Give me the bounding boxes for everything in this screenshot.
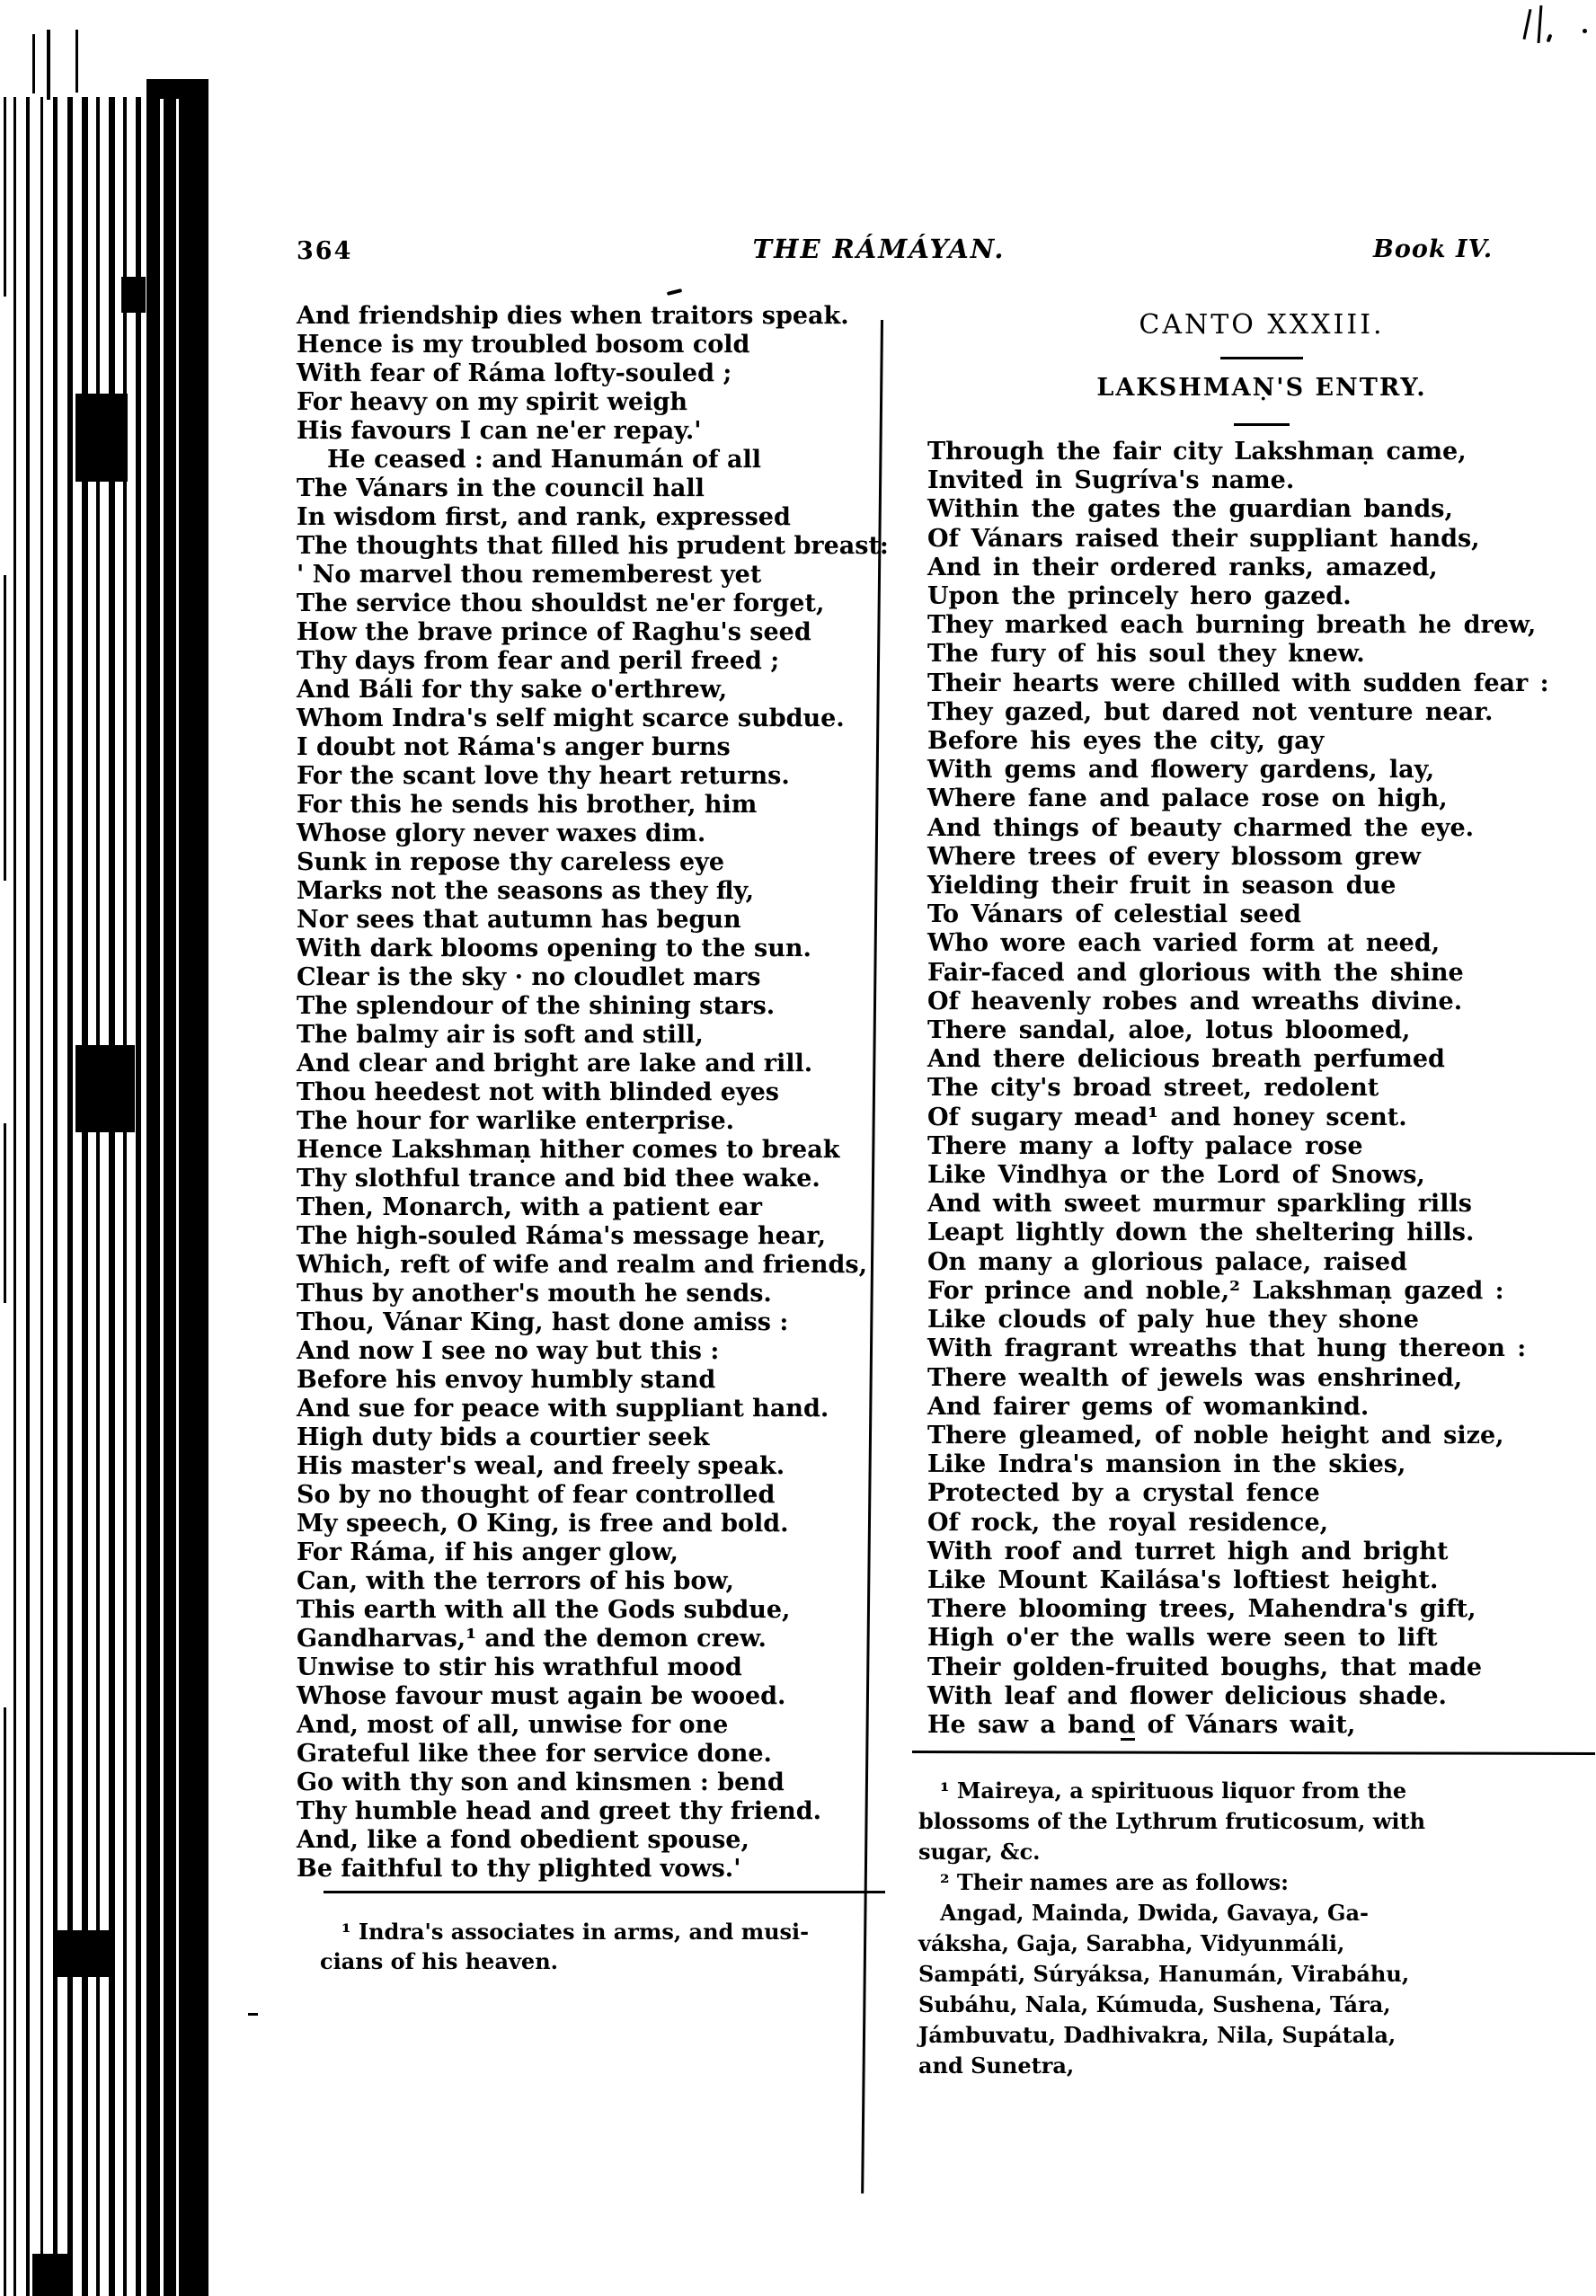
poem-line: The balmy air is soft and still, bbox=[297, 1021, 704, 1049]
poem-line: Whom Indra's self might scarce subdue. bbox=[297, 705, 845, 732]
left-poem bbox=[297, 302, 894, 1884]
poem-line: And with sweet murmur sparkling rills bbox=[927, 1190, 1472, 1219]
poem-line: The service thou shouldst ne'er forget, bbox=[297, 590, 825, 617]
poem-line: His favours I can ne'er repay.' bbox=[297, 417, 702, 445]
poem-line: And clear and bright are lake and rill. bbox=[297, 1050, 813, 1077]
poem-line: And in their ordered ranks, amazed, bbox=[927, 553, 1438, 581]
right-footnote bbox=[918, 1776, 1596, 2081]
page-number: 364 bbox=[297, 237, 353, 265]
poem-line: Can, with the terrors of his bow, bbox=[297, 1567, 734, 1595]
poem-line: Thy humble head and greet thy friend. bbox=[297, 1797, 822, 1825]
poem-line: How the brave prince of Raghu's seed bbox=[297, 618, 811, 646]
scan-speck bbox=[1522, 9, 1531, 40]
poem-line: I doubt not Ráma's anger burns bbox=[297, 733, 731, 761]
poem-line: Of sugary mead¹ and honey scent. bbox=[927, 1103, 1407, 1131]
poem-line: Like Vindhya or the Lord of Snows, bbox=[927, 1161, 1425, 1190]
left-footnote bbox=[297, 1917, 894, 1976]
poem-line: With leaf and flower delicious shade. bbox=[927, 1681, 1447, 1710]
footnote-line: Angad, Mainda, Dwida, Gavaya, Ga- bbox=[940, 1900, 1370, 1927]
poem-line: Thy slothful trance and bid thee wake. bbox=[297, 1165, 820, 1192]
poem-line: For heavy on my spirit weigh bbox=[297, 388, 687, 416]
poem-line: Which, reft of wife and realm and friends, bbox=[297, 1251, 868, 1279]
poem-line: The fury of his soul they knew. bbox=[927, 640, 1365, 669]
poem-line: His master's weal, and freely speak. bbox=[297, 1452, 785, 1480]
poem-line: Nor sees that autumn has begun bbox=[297, 906, 741, 934]
poem-line: Before his envoy humbly stand bbox=[297, 1366, 716, 1394]
scan-speck bbox=[1583, 29, 1587, 33]
footnote-line: cians of his heaven. bbox=[320, 1948, 559, 1974]
poem-line: There blooming trees, Mahendra's gift, bbox=[927, 1595, 1476, 1624]
poem-line: Like Indra's mansion in the skies, bbox=[927, 1450, 1406, 1479]
canto-subheading-rule bbox=[1234, 423, 1290, 426]
poem-line: Who wore each varied form at need, bbox=[927, 929, 1441, 958]
poem-line: Their golden-fruited boughs, that made bbox=[927, 1653, 1483, 1681]
poem-line: Of Vánars raised their suppliant hands, bbox=[927, 524, 1480, 553]
poem-line: Fair-faced and glorious with the shine bbox=[927, 958, 1464, 987]
poem-line: Unwise to stir his wrathful mood bbox=[297, 1653, 742, 1681]
poem-line: And, like a fond obedient spouse, bbox=[297, 1826, 749, 1854]
scan-speck bbox=[667, 288, 682, 296]
poem-line: With fear of Ráma lofty-souled ; bbox=[297, 359, 732, 387]
poem-line: Thou, Vánar King, hast done amiss : bbox=[297, 1308, 789, 1336]
poem-line: And now I see no way but this : bbox=[297, 1337, 720, 1365]
gutter-blot bbox=[75, 1045, 135, 1132]
gutter-gap bbox=[0, 1303, 12, 1707]
poem-line: My speech, O King, is free and bold. bbox=[297, 1510, 789, 1538]
left-footnote-rule bbox=[324, 1891, 885, 1893]
scan-gutter-artifact bbox=[0, 0, 208, 2296]
poem-line: Thy days from fear and peril freed ; bbox=[297, 647, 780, 675]
poem-line: They marked each burning breath he drew, bbox=[927, 611, 1537, 640]
poem-line: The hour for warlike enterprise. bbox=[297, 1107, 735, 1135]
poem-line: In wisdom first, and rank, expressed bbox=[297, 503, 791, 531]
poem-line: The city's broad street, redolent bbox=[927, 1074, 1379, 1103]
poem-line: And friendship dies when traitors speak. bbox=[297, 302, 849, 330]
gutter-blot bbox=[56, 1930, 110, 1977]
poem-line: Through the fair city Lakshmaṇ came, bbox=[927, 438, 1467, 465]
footnote-line: sugar, &c. bbox=[918, 1839, 1041, 1866]
poem-line: Clear is the sky · no cloudlet mars bbox=[297, 963, 761, 991]
poem-line: Sunk in repose thy careless eye bbox=[297, 848, 725, 876]
scan-speck bbox=[248, 2013, 258, 2016]
right-column bbox=[918, 309, 1596, 2081]
gutter-blot bbox=[121, 277, 146, 313]
poem-line: Before his eyes the city, gay bbox=[927, 727, 1325, 756]
poem-line: There gleamed, of noble height and size, bbox=[927, 1421, 1504, 1449]
gutter-line bbox=[32, 34, 35, 93]
poem-line: Invited in Sugríva's name. bbox=[927, 466, 1295, 495]
poem-line: And fairer gems of womankind. bbox=[927, 1392, 1370, 1421]
poem-line: And Báli for thy sake o'erthrew, bbox=[297, 676, 728, 704]
poem-line: Where trees of every blossom grew bbox=[927, 842, 1422, 871]
poem-line: Then, Monarch, with a patient ear bbox=[297, 1193, 763, 1221]
poem-line: ' No marvel thou rememberest yet bbox=[297, 561, 762, 589]
footnote-line: Sampáti, Súryáksa, Hanumán, Virabáhu, bbox=[918, 1961, 1410, 1988]
footnote-line: váksha, Gaja, Sarabha, Vidyunmáli, bbox=[918, 1930, 1345, 1957]
poem-line: Hence Lakshmaṇ hither comes to break bbox=[297, 1136, 840, 1164]
poem-line: For this he sends his brother, him bbox=[297, 791, 758, 819]
poem-line: Hence is my troubled bosom cold bbox=[297, 331, 750, 359]
poem-line: High duty bids a courtier seek bbox=[297, 1423, 710, 1451]
scan-speck bbox=[1538, 5, 1543, 43]
poem-line: Their hearts were chilled with sudden fear : bbox=[927, 669, 1549, 697]
poem-line: For prince and noble,² Lakshmaṇ gazed : bbox=[927, 1276, 1504, 1305]
gutter-blot bbox=[32, 2254, 70, 2296]
running-head-title: THE RÁMÁYAN. bbox=[752, 234, 1006, 264]
right-footnote-rule bbox=[912, 1751, 1595, 1755]
gutter-line bbox=[75, 30, 78, 93]
poem-line: With fragrant wreaths that hung thereon : bbox=[927, 1334, 1527, 1363]
right-poem bbox=[927, 438, 1596, 1740]
poem-line: And sue for peace with suppliant hand. bbox=[297, 1395, 829, 1423]
poem-line: Leapt lightly down the sheltering hills. bbox=[927, 1219, 1475, 1247]
poem-line: Protected by a crystal fence bbox=[927, 1479, 1320, 1508]
poem-line: He ceased : and Hanumán of all bbox=[327, 446, 762, 474]
poem-line: To Vánars of celestial seed bbox=[927, 900, 1301, 929]
poem-line: Yielding their fruit in season due bbox=[927, 872, 1396, 900]
poem-line: There sandal, aloe, lotus bloomed, bbox=[927, 1016, 1411, 1045]
footnote-line: Subáhu, Nala, Kúmuda, Sushena, Tára, bbox=[918, 1991, 1391, 2018]
gutter-line bbox=[47, 30, 50, 100]
poem-line: He saw a band of Vánars wait, bbox=[927, 1710, 1356, 1739]
poem-line: Within the gates the guardian bands, bbox=[927, 495, 1453, 524]
gutter-blot bbox=[75, 394, 128, 482]
poem-line: There many a lofty palace rose bbox=[927, 1131, 1363, 1160]
poem-line: Marks not the seasons as they fly, bbox=[297, 877, 755, 905]
poem-line: Of heavenly robes and wreaths divine. bbox=[927, 987, 1463, 1015]
poem-line: For Ráma, if his anger glow, bbox=[297, 1538, 678, 1566]
poem-line: Grateful like thee for service done. bbox=[297, 1740, 772, 1768]
canto-heading-rule bbox=[1220, 357, 1303, 359]
poem-line: The splendour of the shining stars. bbox=[297, 992, 776, 1020]
poem-line: Like clouds of paly hue they shone bbox=[927, 1306, 1419, 1334]
poem-line: This earth with all the Gods subdue, bbox=[297, 1596, 791, 1624]
poem-line: On many a glorious palace, raised bbox=[927, 1247, 1407, 1276]
poem-line: Where fane and palace rose on high, bbox=[927, 785, 1448, 813]
gutter-band bbox=[146, 79, 208, 99]
poem-line: High o'er the walls were seen to lift bbox=[927, 1624, 1438, 1653]
gutter-gap bbox=[0, 881, 12, 1123]
poem-line: Upon the princely hero gazed. bbox=[927, 582, 1352, 611]
footnote-line: ¹ Indra's associates in arms, and musi- bbox=[341, 1919, 810, 1945]
poem-line: So by no thought of fear controlled bbox=[297, 1481, 776, 1509]
poem-line: Like Mount Kailása's loftiest height. bbox=[927, 1565, 1439, 1594]
poem-line: Gandharvas,¹ and the demon crew. bbox=[297, 1625, 767, 1653]
poem-line: And things of beauty charmed the eye. bbox=[927, 813, 1475, 842]
poem-line: Thou heedest not with blinded eyes bbox=[297, 1078, 779, 1106]
footnote-line: blossoms of the Lythrum fruticosum, with bbox=[918, 1808, 1426, 1835]
poem-line: For the scant love thy heart returns. bbox=[297, 762, 790, 790]
running-head-book: Book IV. bbox=[1373, 235, 1494, 263]
poem-line: Whose favour must again be wooed. bbox=[297, 1682, 786, 1710]
canto-subheading: LAKSHMAṆ'S ENTRY. bbox=[1096, 374, 1427, 402]
poem-line: And, most of all, unwise for one bbox=[297, 1711, 729, 1739]
footnote-line: Jámbuvatu, Dadhivakra, Nila, Supátala, bbox=[918, 2022, 1396, 2049]
poem-line: The thoughts that filled his prudent breast: bbox=[297, 532, 889, 560]
poem-line: The high-souled Ráma's message hear, bbox=[297, 1222, 827, 1250]
poem-line: Go with thy son and kinsmen : bend bbox=[297, 1769, 785, 1796]
poem-line: And there delicious breath perfumed bbox=[927, 1045, 1445, 1074]
poem-line: With gems and flowery gardens, lay, bbox=[927, 756, 1435, 785]
footnote-line: and Sunetra, bbox=[918, 2052, 1075, 2079]
poem-line: With roof and turret high and bright bbox=[927, 1537, 1449, 1565]
left-column bbox=[297, 302, 894, 1976]
poem-line: Be faithful to thy plighted vows.' bbox=[297, 1855, 741, 1883]
gutter-gap bbox=[0, 297, 12, 575]
scan-speck bbox=[1547, 34, 1553, 43]
poem-line: Of rock, the royal residence, bbox=[927, 1508, 1329, 1537]
poem-line: They gazed, but dared not venture near. bbox=[927, 697, 1494, 726]
poem-line: There wealth of jewels was enshrined, bbox=[927, 1363, 1463, 1392]
poem-line: Whose glory never waxes dim. bbox=[297, 820, 706, 847]
canto-heading: CANTO XXXIII. bbox=[1139, 309, 1385, 341]
footnote-line: ¹ Maireya, a spirituous liquor from the bbox=[940, 1777, 1407, 1804]
poem-line: Thus by another's mouth he sends. bbox=[297, 1280, 772, 1308]
poem-line: With dark blooms opening to the sun. bbox=[297, 935, 811, 962]
poem-line: The Vánars in the council hall bbox=[297, 474, 705, 502]
footnote-line: ² Their names are as follows: bbox=[940, 1869, 1289, 1896]
